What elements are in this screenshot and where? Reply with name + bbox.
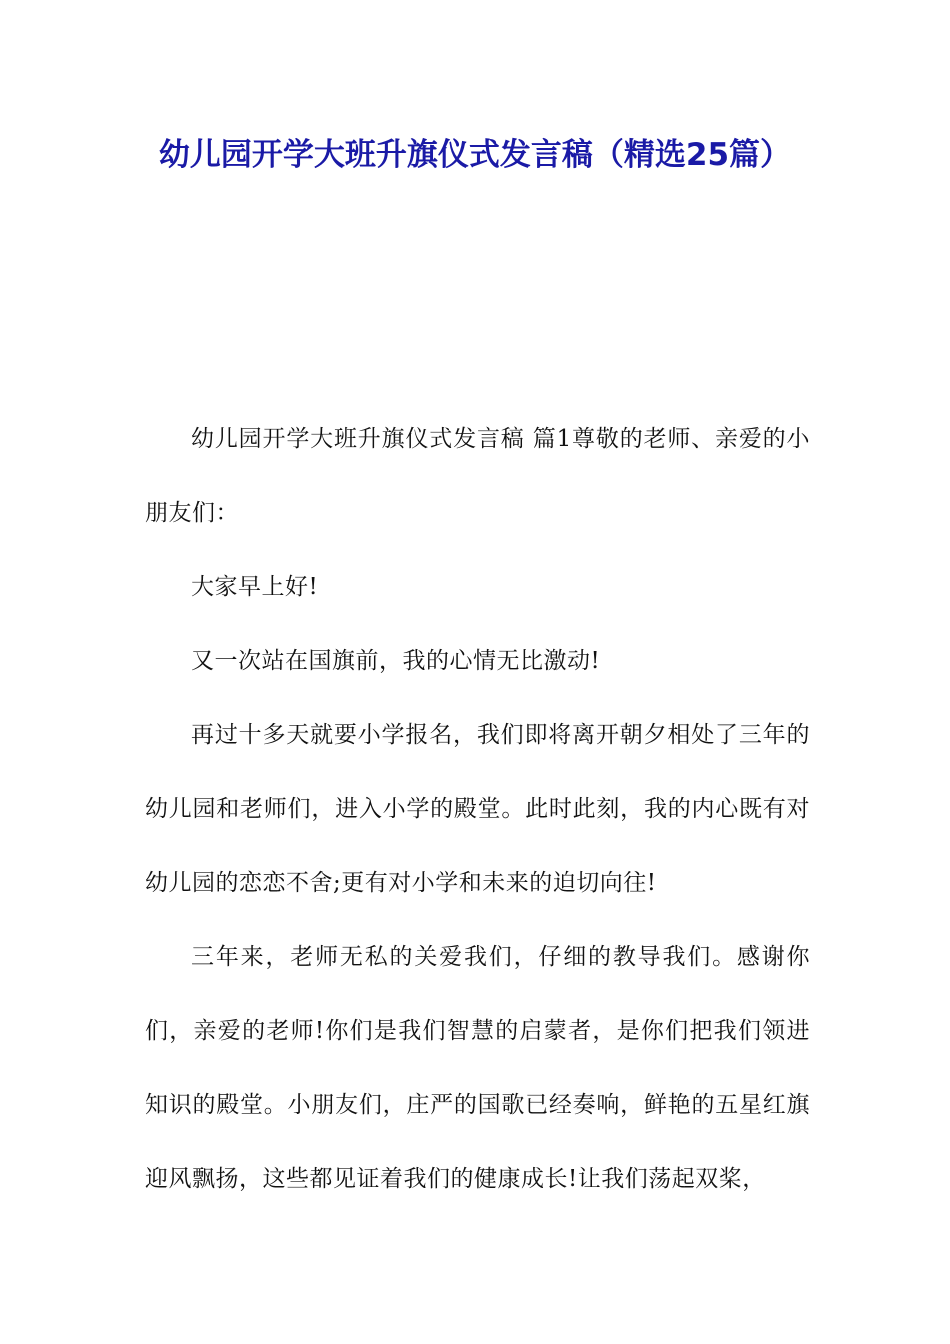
document-body [145, 402, 810, 1216]
paragraph-3: 又一次站在国旗前，我的心情无比激动! [191, 648, 601, 674]
paragraph-4: 再过十多天就要小学报名，我们即将离开朝夕相处了三年的幼儿园和老师们，进入小学的殿堂。此时此刻，我的内心既有对幼儿园的恋恋不舍;更有对小学和未来的迫切向往! [145, 722, 810, 896]
paragraph-1: 幼儿园开学大班升旗仪式发言稿 篇1尊敬的老师、亲爱的小朋友们： [145, 426, 810, 526]
paragraph-5: 三年来，老师无私的关爱我们，仔细的教导我们。感谢你们，亲爱的老师!你们是我们智慧的启蒙者，是你们把我们领进知识的殿堂。小朋友们，庄严的国歌已经奏响，鲜艳的五星红旗迎风飘扬，这些都见证着我们的健康成长!让我们荡起双桨， [145, 944, 810, 1192]
document-title: 幼儿园开学大班升旗仪式发言稿（精选25篇） [158, 137, 792, 173]
paragraph-2: 大家早上好! [191, 574, 319, 600]
